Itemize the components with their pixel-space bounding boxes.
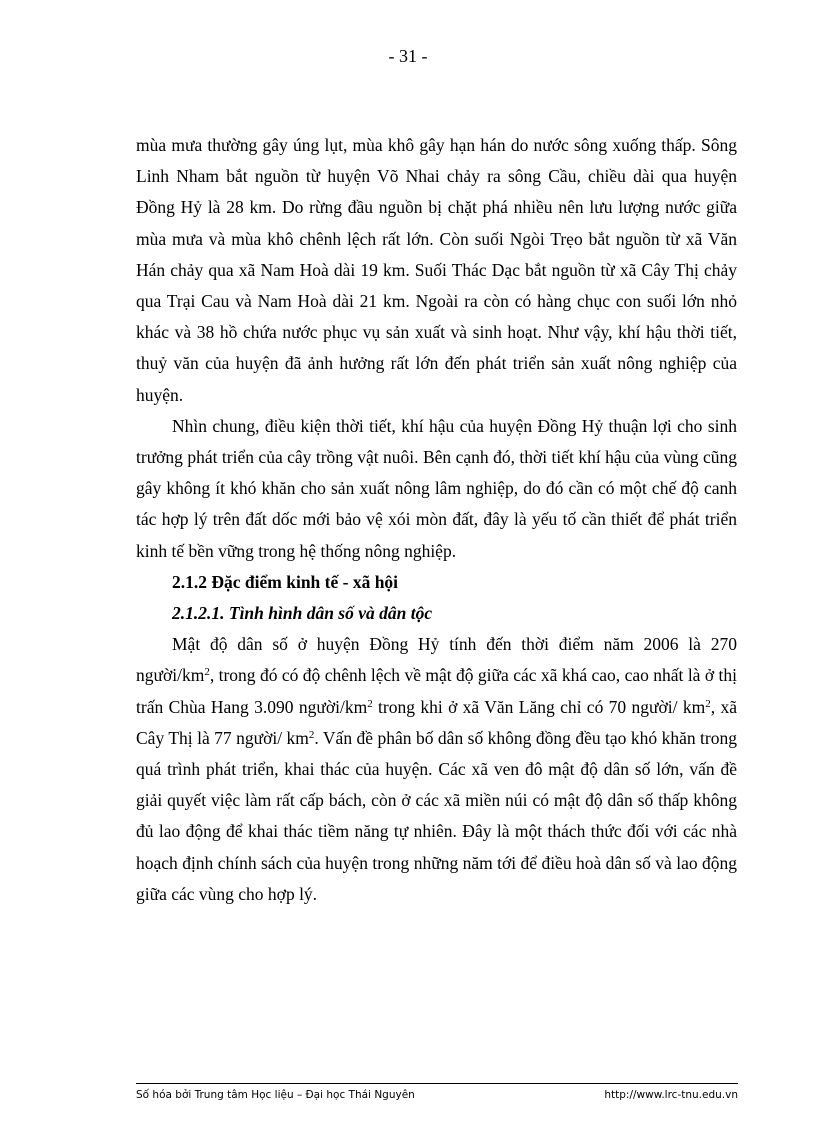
superscript-2: 2 bbox=[204, 666, 210, 679]
population-text-2: , trong đó có độ chênh lệch về mật độ giữa các xã khá cao, cao nhất là ở thị trấn Chùa Hang 3.090 người/km bbox=[136, 665, 737, 717]
population-text-4: , xã Cây Thị là 77 người/ km bbox=[136, 696, 737, 748]
superscript-2: 2 bbox=[308, 728, 315, 741]
footer-source: Số hóa bởi Trung tâm Học liệu – Đại học Thái Nguyên bbox=[136, 1089, 415, 1101]
population-text-3: trong khi ở xã Văn Lăng chỉ có 70 người/ km bbox=[372, 696, 706, 717]
subsection-heading: 2.1.2.1. Tình hình dân số và dân tộc bbox=[172, 603, 433, 624]
footer-url[interactable]: http://www.lrc-tnu.edu.vn bbox=[604, 1089, 738, 1101]
page-number: - 31 - bbox=[388, 46, 428, 66]
document-body bbox=[136, 130, 737, 910]
footer-divider bbox=[136, 1083, 738, 1084]
population-text-1: Mật độ dân số ở huyện Đồng Hỷ tính đến thời điểm năm 2006 là 270 người/km bbox=[136, 634, 737, 686]
paragraph-population bbox=[136, 629, 737, 910]
superscript-2: 2 bbox=[367, 697, 373, 710]
population-text-5: . Vấn đề phân bố dân số không đồng đều tạo khó khăn trong quá trình phát triển, khai thác của huyện. Các xã ven đô mật độ dân số lớn, vấn đề giải quyết việc làm rất cấp bách, còn ở các xã miền núi có mật độ dân số thấp không đủ lao động để khai thác tiềm năng tự nhiên. Đây là một thách thức đối với các nhà hoạch định chính sách của huyện trong những năm tới để điều hoà dân số và lao động giữa các vùng cho hợp lý. bbox=[136, 727, 737, 904]
paragraph-climate-summary: Nhìn chung, điều kiện thời tiết, khí hậu của huyện Đồng Hỷ thuận lợi cho sinh trưởng phát triển của cây trồng vật nuôi. Bên cạnh đó, thời tiết khí hậu của vùng cũng gây không ít khó khăn cho sản xuất nông lâm nghiệp, do đó cần có một chế độ canh tác hợp lý trên đất dốc mới bảo vệ xói mòn đất, đây là yếu tố cần thiết để phát triển kinh tế bền vững trong hệ thống nông nghiệp. bbox=[136, 415, 737, 561]
section-heading: 2.1.2 Đặc điểm kinh tế - xã hội bbox=[172, 571, 399, 592]
footer bbox=[136, 1089, 738, 1101]
paragraph-hydrology: mùa mưa thường gây úng lụt, mùa khô gây hạn hán do nước sông xuống thấp. Sông Linh Nham bắt nguồn từ huyện Võ Nhai chảy ra sông Cầu, chiều dài qua huyện Đồng Hỷ là 28 km. Do rừng đầu nguồn bị chặt phá nhiều nên lưu lượng nước giữa mùa mưa và mùa khô chênh lệch rất lớn. Còn suối Ngòi Trẹo bắt nguồn từ xã Văn Hán chảy qua xã Nam Hoà dài 19 km. Suối Thác Dạc bắt nguồn từ xã Cây Thị chảy qua Trại Cau và Nam Hoà dài 21 km. Ngoài ra còn có hàng chục con suối lớn nhỏ khác và 38 hồ chứa nước phục vụ sản xuất và sinh hoạt. Như vậy, khí hậu thời tiết, thuỷ văn của huyện đã ảnh hưởng rất lớn đến phát triển sản xuất nông nghiệp của huyện. bbox=[136, 135, 737, 405]
superscript-2: 2 bbox=[705, 697, 711, 710]
